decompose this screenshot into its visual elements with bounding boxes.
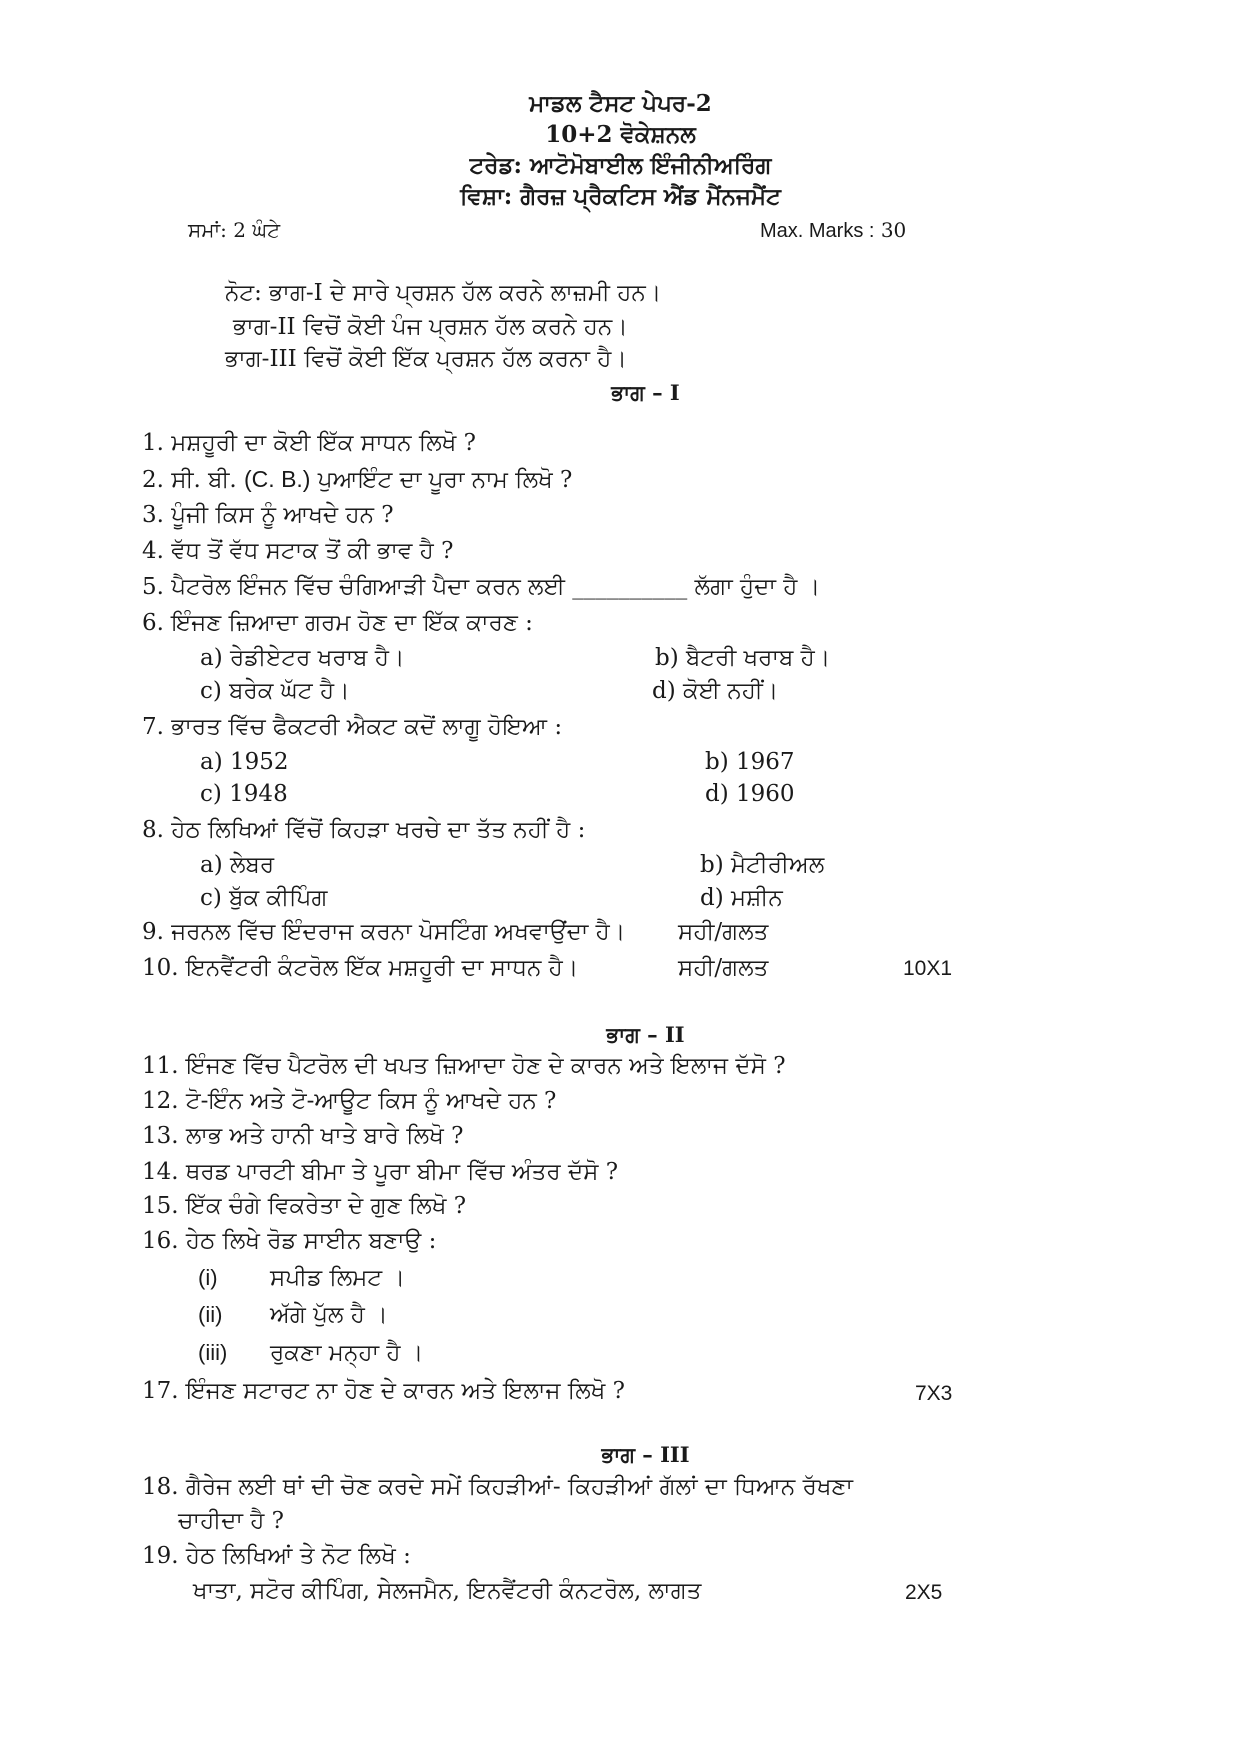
question-16-item-ii <box>198 1302 388 1328</box>
part-3-heading: ਭਾਗ – III <box>601 1442 690 1467</box>
question-16-item-iii-label: (iii) <box>198 1340 228 1365</box>
question-5: 5. ਪੈਟਰੋਲ ਇੰਜਨ ਵਿੱਚ ਚੰਗਿਆੜੀ ਪੈਦਾ ਕਰਨ ਲਈ __________ ਲੱਗਾ ਹੁੰਦਾ ਹੈ । <box>142 574 821 600</box>
question-4: 4. ਵੱਧ ਤੋਂ ਵੱਧ ਸਟਾਕ ਤੋਂ ਕੀ ਭਾਵ ਹੈ ? <box>142 538 454 564</box>
question-2-text-a: 2. ਸੀ. ਬੀ. <box>142 467 245 493</box>
question-7-option-a: a) 1952 <box>200 749 289 775</box>
note-line-3: ਭਾਗ-III ਵਿਚੋਂ ਕੋਈ ਇੱਕ ਪ੍ਰਸ਼ਨ ਹੱਲ ਕਰਨਾ ਹੈ। <box>225 346 627 372</box>
question-16-item-ii-text: ਅੱਗੇ ਪੁੱਲ ਹੈ । <box>270 1302 388 1328</box>
question-2 <box>142 466 572 493</box>
question-6-option-c: c) ਬਰੇਕ ਘੱਟ ਹੈ। <box>200 678 350 704</box>
question-8-option-d: d) ਮਸ਼ੀਨ <box>700 885 783 911</box>
question-19: 19. ਹੇਠ ਲਿਖਿਆਂ ਤੇ ਨੋਟ ਲਿਖੋ : <box>142 1543 411 1569</box>
question-9: 9. ਜਰਨਲ ਵਿੱਚ ਇੰਦਰਾਜ ਕਰਨਾ ਪੋਸਟਿੰਗ ਅਖਵਾਉਂਦਾ ਹੈ। <box>142 919 626 945</box>
question-18-line-1: 18. ਗੈਰੇਜ ਲਈ ਥਾਂ ਦੀ ਚੋਣ ਕਰਦੇ ਸਮੇਂ ਕਿਹੜੀਆਂ- ਕਿਹੜੀਆਂ ਗੱਲਾਂ ਦਾ ਧਿਆਨ ਰੱਖਣਾ <box>142 1474 853 1500</box>
question-11: 11. ਇੰਜਣ ਵਿੱਚ ਪੈਟਰੋਲ ਦੀ ਖਪਤ ਜ਼ਿਆਦਾ ਹੋਣ ਦੇ ਕਾਰਨ ਅਤੇ ਇਲਾਜ ਦੱਸੋ ? <box>142 1053 786 1079</box>
max-marks-value: 30 <box>880 218 907 242</box>
max-marks-label: Max. Marks : <box>760 220 875 242</box>
question-16: 16. ਹੇਠ ਲਿਖੇ ਰੋਡ ਸਾਈਨ ਬਣਾਉ : <box>142 1228 437 1254</box>
question-16-item-iii-text: ਰੁਕਣਾ ਮਨ੍ਹਾ ਹੈ । <box>270 1340 424 1366</box>
question-10: 10. ਇਨਵੈਂਟਰੀ ਕੰਟਰੋਲ ਇੱਕ ਮਸ਼ਹੂਰੀ ਦਾ ਸਾਧਨ ਹੈ। <box>142 955 579 981</box>
question-17: 17. ਇੰਜਣ ਸਟਾਰਟ ਨਾ ਹੋਣ ਦੇ ਕਾਰਨ ਅਤੇ ਇਲਾਜ ਲਿਖੋ ? <box>142 1378 625 1404</box>
note-line-1: ਨੋਟ: ਭਾਗ-I ਦੇ ਸਾਰੇ ਪ੍ਰਸ਼ਨ ਹੱਲ ਕਰਨੇ ਲਾਜ਼ਮੀ ਹਨ। <box>225 280 662 306</box>
question-16-item-i-text: ਸਪੀਡ ਲਿਮਟ । <box>270 1265 405 1291</box>
question-8-option-b: b) ਮੈਟੀਰੀਅਲ <box>700 852 825 878</box>
paper-trade: ਟਰੇਡ: ਆਟੋਮੋਬਾਈਲ ਇੰਜੀਨੀਅਰਿੰਗ <box>469 152 772 179</box>
question-6: 6. ਇੰਜਣ ਜ਼ਿਆਦਾ ਗਰਮ ਹੋਣ ਦਾ ਇੱਕ ਕਾਰਣ : <box>142 610 533 636</box>
question-18-line-2: ਚਾਹੀਦਾ ਹੈ ? <box>178 1508 285 1534</box>
question-7-option-c: c) 1948 <box>200 781 288 807</box>
question-2-abbrev: (C. B.) <box>244 466 311 492</box>
question-8: 8. ਹੇਠ ਲਿਖਿਆਂ ਵਿੱਚੋਂ ਕਿਹੜਾ ਖਰਚੇ ਦਾ ਤੱਤ ਨਹੀਂ ਹੈ : <box>142 817 586 843</box>
question-9-true-false: ਸਹੀ/ਗਲਤ <box>678 919 769 945</box>
question-6-option-a: a) ਰੇਡੀਏਟਰ ਖਰਾਬ ਹੈ। <box>200 645 405 671</box>
question-3: 3. ਪੂੰਜੀ ਕਿਸ ਨੂੰ ਆਖਦੇ ਹਨ ? <box>142 502 394 528</box>
question-16-item-iii <box>198 1340 423 1366</box>
time-allowed: ਸਮਾਂ: 2 ਘੰਟੇ <box>188 218 281 242</box>
question-6-option-d: d) ਕੋਈ ਨਹੀਂ। <box>652 678 779 704</box>
part-2-marks: 7X3 <box>915 1382 953 1405</box>
paper-subject: ਵਿਸ਼ਾ: ਗੈਰਜ਼ ਪ੍ਰੈਕਟਿਸ ਐਂਡ ਮੈਂਨਜਮੈਂਟ <box>460 183 781 210</box>
part-3-marks: 2X5 <box>905 1581 943 1604</box>
part-1-heading: ਭਾਗ – I <box>611 380 680 405</box>
question-16-item-i <box>198 1265 405 1291</box>
part-2-heading: ਭਾਗ – II <box>606 1022 685 1047</box>
question-7: 7. ਭਾਰਤ ਵਿੱਚ ਫੈਕਟਰੀ ਐਕਟ ਕਦੋਂ ਲਾਗੂ ਹੋਇਆ : <box>142 714 563 740</box>
question-16-item-i-label: (i) <box>198 1265 218 1290</box>
question-19-items: ਖਾਤਾ, ਸਟੋਰ ਕੀਪਿੰਗ, ਸੇਲਜਮੈਨ, ਇਨਵੈਂਟਰੀ ਕੰਨਟਰੋਲ, ਲਾਗਤ <box>193 1578 702 1604</box>
paper-class: 10+2 ਵੋਕੇਸ਼ਨਲ <box>545 121 696 148</box>
question-12: 12. ਟੋ-ਇੰਨ ਅਤੇ ਟੋ-ਆਊਟ ਕਿਸ ਨੂੰ ਆਖਦੇ ਹਨ ? <box>142 1088 557 1114</box>
question-14: 14. ਥਰਡ ਪਾਰਟੀ ਬੀਮਾ ਤੇ ਪੂਰਾ ਬੀਮਾ ਵਿੱਚ ਅੰਤਰ ਦੱਸੋ ? <box>142 1159 619 1185</box>
question-2-text-b: ਪੁਆਇੰਟ ਦਾ ਪੂਰਾ ਨਾਮ ਲਿਖੋ ? <box>310 467 573 493</box>
note-line-2: ਭਾਗ-II ਵਿਚੋਂ ਕੋਈ ਪੰਜ ਪ੍ਰਸ਼ਨ ਹੱਲ ਕਰਨੇ ਹਨ। <box>233 314 628 340</box>
question-8-option-a: a) ਲੇਬਰ <box>200 852 275 878</box>
paper-title: ਮਾਡਲ ਟੈਸਟ ਪੇਪਰ-2 <box>529 90 712 117</box>
question-7-option-b: b) 1967 <box>705 749 795 775</box>
question-7-option-d: d) 1960 <box>705 781 795 807</box>
question-6-option-b: b) ਬੈਟਰੀ ਖਰਾਬ ਹੈ। <box>655 645 831 671</box>
question-10-true-false: ਸਹੀ/ਗਲਤ <box>678 955 769 981</box>
question-8-option-c: c) ਬੁੱਕ ਕੀਪਿੰਗ <box>200 885 328 911</box>
question-16-item-ii-label: (ii) <box>198 1302 223 1327</box>
question-15: 15. ਇੱਕ ਚੰਗੇ ਵਿਕਰੇਤਾ ਦੇ ਗੁਣ ਲਿਖੋ ? <box>142 1193 467 1219</box>
question-1: 1. ਮਸ਼ਹੂਰੀ ਦਾ ਕੋਈ ਇੱਕ ਸਾਧਨ ਲਿਖੋ ? <box>142 430 477 456</box>
max-marks <box>760 218 906 243</box>
question-13: 13. ਲਾਭ ਅਤੇ ਹਾਨੀ ਖਾਤੇ ਬਾਰੇ ਲਿਖੋ ? <box>142 1123 464 1149</box>
part-1-marks: 10X1 <box>903 957 953 980</box>
